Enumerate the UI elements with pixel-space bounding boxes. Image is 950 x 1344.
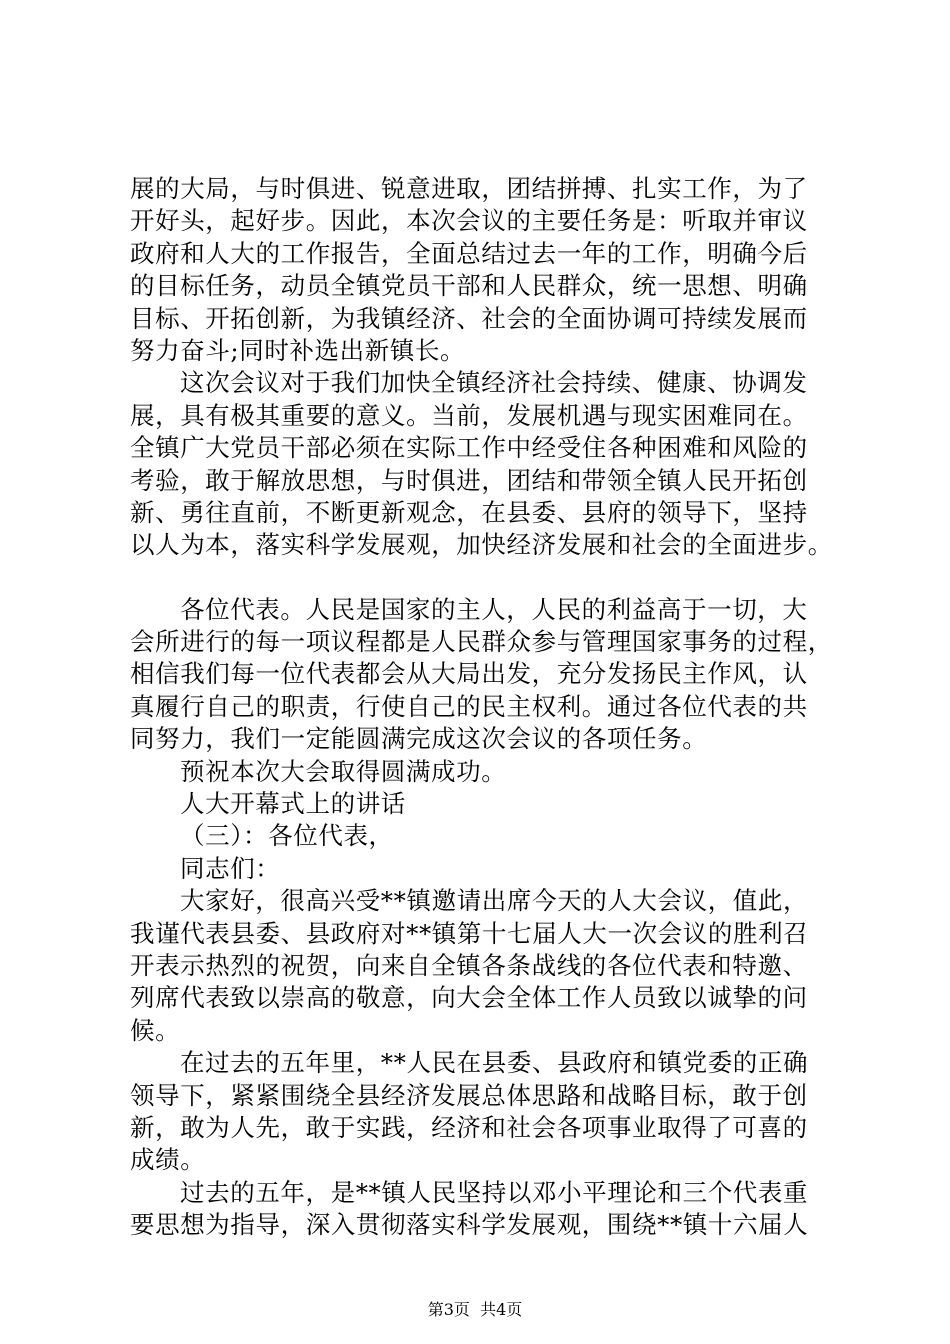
page-number: 第3页 共4页 [427, 1300, 523, 1319]
document-body [130, 173, 833, 1242]
text-line: 会所进行的每一项议程都是人民群众参与管理国家事务的过程， [130, 627, 833, 657]
section-title: 人大开幕式上的讲话 [180, 789, 406, 819]
text-line: 要思想为指导，深入贯彻落实科学发展观，围绕**镇十六届人 [130, 1210, 809, 1240]
page-footer [0, 1300, 950, 1320]
text-line: 努力奋斗;同时补选出新镇长。 [130, 335, 466, 365]
paragraph-start: 大家好，很高兴受**镇邀请出席今天的人大会议，值此， [180, 886, 809, 916]
text-line: 开好头，起好步。因此，本次会议的主要任务是：听取并审议 [130, 206, 808, 236]
text-line: 新、勇往直前，不断更新观念，在县委、县府的领导下，坚持 [130, 497, 808, 527]
text-line: 新，敢为人先，敢于实践，经济和社会各项事业取得了可喜的 [130, 1112, 808, 1142]
text-line: 目标、开拓创新，为我镇经济、社会的全面协调可持续发展而 [130, 303, 808, 333]
text-line: 真履行自己的职责，行使自己的民主权利。通过各位代表的共 [130, 691, 808, 721]
text-line: 展的大局，与时俱进、锐意进取，团结拼搏、扎实工作，为了 [130, 174, 808, 203]
text-line: 同努力，我们一定能圆满完成这次会议的各项任务。 [130, 724, 708, 754]
text-line: 的目标任务，动员全镇党员干部和人民群众，统一思想、明确 [130, 271, 808, 301]
text-line: 考验，敢于解放思想，与时俱进，团结和带领全镇人民开拓创 [130, 465, 808, 495]
text-line: 展，具有极其重要的意义。当前，发展机遇与现实困难同在。 [130, 400, 808, 430]
text-line: 开表示热烈的祝贺，向来自全镇各条战线的各位代表和特邀、 [130, 950, 808, 980]
paragraph-start: 过去的五年，是**镇人民坚持以邓小平理论和三个代表重 [180, 1177, 809, 1207]
text-line: 以人为本，落实科学发展观，加快经济发展和社会的全面进步。 [130, 530, 833, 560]
text-line: 领导下，紧紧围绕全县经济发展总体思路和战略目标，敢于创 [130, 1080, 808, 1110]
text-line: 列席代表致以崇高的敬意，向大会全体工作人员致以诚挚的问 [130, 983, 808, 1013]
text-line: 候。 [130, 1015, 181, 1045]
salutation: 同志们： [180, 853, 281, 883]
paragraph-gap [130, 562, 820, 594]
paragraph-start: 各位代表。人民是国家的主人，人民的利益高于一切，大 [180, 594, 808, 624]
paragraph-start: 在过去的五年里，**人民在县委、县政府和镇党委的正确 [180, 1048, 809, 1078]
paragraph-start: 预祝本次大会取得圆满成功。 [180, 756, 507, 786]
text-line: 成绩。 [130, 1145, 206, 1175]
text-line: 相信我们每一位代表都会从大局出发，充分发扬民主作风，认 [130, 659, 808, 689]
text-line: 政府和人大的工作报告，全面总结过去一年的工作，明确今后 [130, 238, 808, 268]
salutation: （三）：各位代表， [180, 821, 394, 851]
text-line: 我谨代表县委、县政府对**镇第十七届人大一次会议的胜利召 [130, 918, 809, 948]
paragraph-start: 这次会议对于我们加快全镇经济社会持续、健康、协调发 [180, 368, 808, 398]
text-line: 全镇广大党员干部必须在实际工作中经受住各种困难和风险的 [130, 433, 808, 463]
